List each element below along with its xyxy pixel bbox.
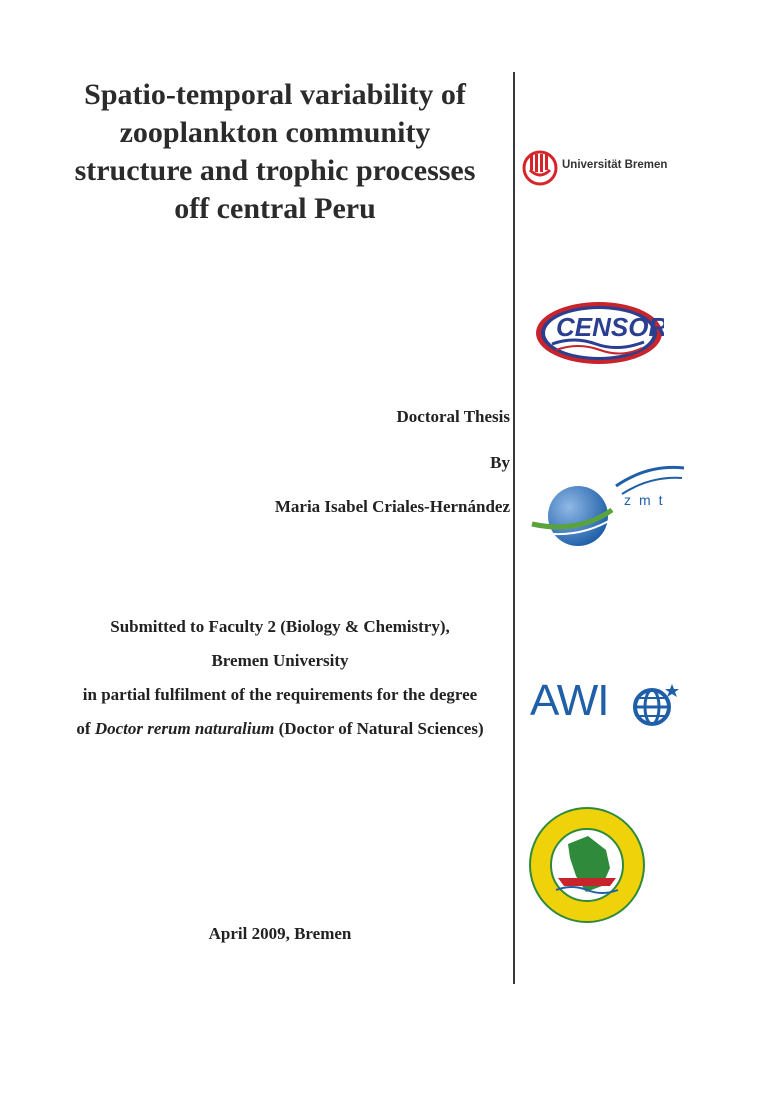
uni-bremen-label: Universität Bremen — [562, 159, 668, 171]
by-label: By — [490, 453, 510, 472]
zmt-logo — [528, 464, 688, 548]
vertical-divider — [513, 72, 515, 984]
imarpe-seal-icon — [528, 806, 646, 924]
uni-bremen-logo — [522, 150, 702, 186]
submission-line-3: in partial fulfilment of the requirements for the degree — [82, 685, 478, 704]
submission-statement — [30, 610, 530, 746]
imarpe-logo — [528, 806, 646, 924]
title-line-3: structure and trophic processes — [74, 154, 476, 187]
degree-latin: Doctor rerum naturalium — [94, 719, 275, 738]
author-name: Maria Isabel Criales-Hernández — [274, 497, 510, 516]
submission-line-1: Submitted to Faculty 2 (Biology & Chemistry), — [110, 617, 450, 636]
title-line-2: zooplankton community — [119, 116, 431, 149]
censor-emblem-icon — [534, 300, 664, 366]
submission-date: April 2009, Bremen — [208, 924, 352, 943]
zmt-label: zmt — [624, 492, 671, 508]
awi-label: AWI — [530, 676, 609, 725]
uni-bremen-emblem-icon — [522, 150, 558, 186]
title-line-1: Spatio-temporal variability of — [84, 78, 466, 111]
censor-label: CENSOR — [556, 312, 664, 342]
awi-logo — [530, 676, 690, 732]
thesis-type: Doctoral Thesis — [396, 407, 510, 426]
title-line-4: off central Peru — [174, 192, 376, 225]
censor-logo — [534, 300, 664, 366]
awi-globe-icon — [630, 682, 680, 728]
submission-line-2: Bremen University — [211, 651, 349, 670]
submission-line-4: of Doctor rerum naturalium (Doctor of Natural Sciences) — [76, 719, 484, 738]
thesis-title — [40, 76, 510, 228]
